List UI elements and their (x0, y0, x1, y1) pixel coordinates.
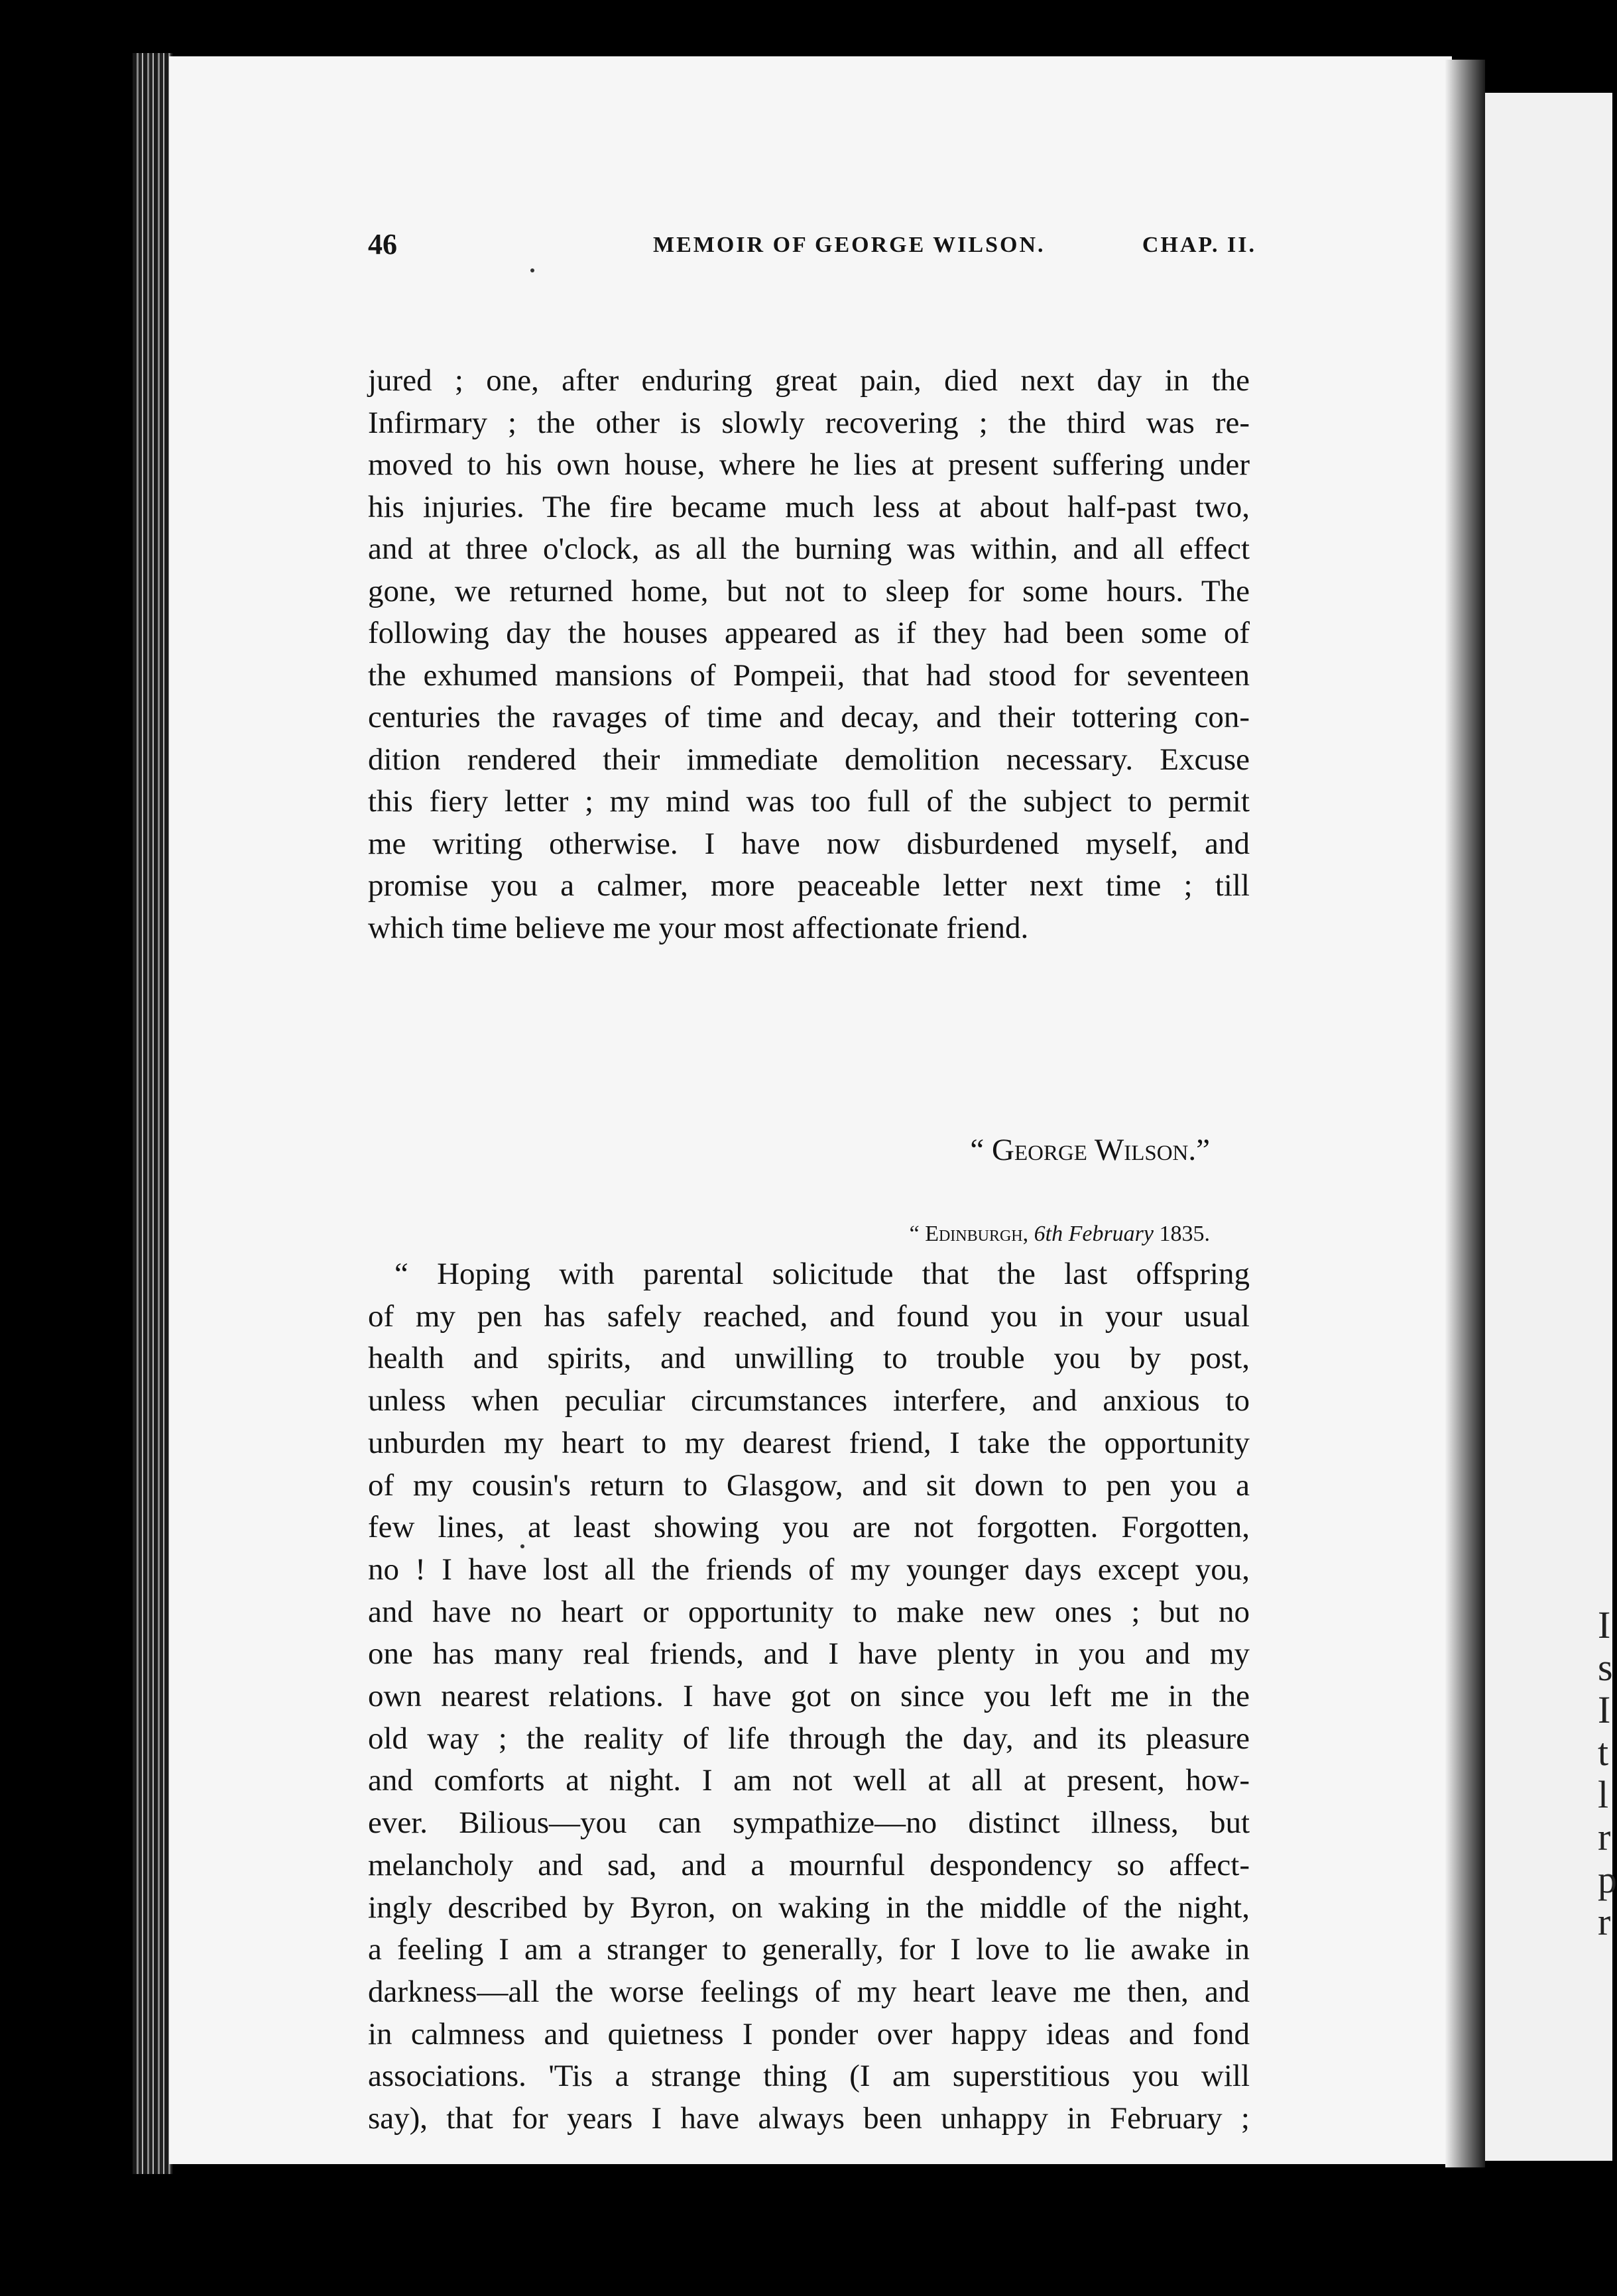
text-line: one has many real friends, and I have plenty in you and my (368, 1636, 1250, 1672)
text-line: dition rendered their immediate demolition necessary. Excuse (368, 742, 1250, 777)
book-gutter-shadow (1445, 60, 1485, 2167)
dateline-place: “ Edinburgh, (909, 1222, 1029, 1246)
text-line: promise you a calmer, more peaceable letter next time ; till (368, 868, 1250, 903)
text-line: unless when peculiar circumstances interfere, and anxious to (368, 1383, 1250, 1418)
dateline-date: 6th February (1034, 1222, 1154, 1246)
running-head (368, 227, 1256, 267)
facing-page-letter: p (1598, 1858, 1617, 1901)
text-line: melancholy and sad, and a mournful despondency so affect- (368, 1847, 1250, 1882)
text-line: of my pen has safely reached, and found you in your usual (368, 1298, 1250, 1334)
text-line: health and spirits, and unwilling to trouble you by post, (368, 1341, 1250, 1376)
facing-page-letters (1598, 1603, 1617, 1943)
text-line: ever. Bilious—you can sympathize—no distinct illness, but (368, 1806, 1250, 1841)
text-line: and have no heart or opportunity to make new ones ; but no (368, 1594, 1250, 1629)
text-line: ingly described by Byron, on waking in the middle of the night, (368, 1890, 1250, 1925)
ink-speck (530, 268, 534, 272)
letter-signature: “ George Wilson.” (970, 1133, 1210, 1167)
text-line: a feeling I am a stranger to generally, for I love to lie awake in (368, 1932, 1250, 1967)
chapter-mark: CHAP. II. (1142, 233, 1256, 257)
text-line: gone, we returned home, but not to sleep for some hours. The (368, 573, 1250, 608)
text-line: own nearest relations. I have got on since you left me in the (368, 1679, 1250, 1714)
ink-speck (520, 1544, 524, 1548)
text-line: unburden my heart to my dearest friend, I take the opportunity (368, 1425, 1250, 1460)
text-line: of my cousin's return to Glasgow, and sit down to pen you a (368, 1467, 1250, 1503)
dateline-year: 1835. (1159, 1222, 1210, 1246)
text-line: the exhumed mansions of Pompeii, that had stood for seventeen (368, 658, 1250, 693)
text-line: “ Hoping with parental solicitude that the last offspring (394, 1257, 1250, 1291)
text-line: moved to his own house, where he lies at present suffering under (368, 447, 1250, 482)
text-line: few lines, at least showing you are not forgotten. Forgotten, (368, 1510, 1250, 1545)
facing-page-letter: I (1598, 1603, 1611, 1646)
facing-page-letter: r (1598, 1900, 1611, 1943)
text-line: darkness—all the worse feelings of my heart leave me then, and (368, 1974, 1250, 2009)
letter-one-body (368, 360, 1250, 949)
facing-page-letter: t (1598, 1731, 1609, 1774)
facing-page-letter: l (1598, 1773, 1609, 1816)
text-line: Infirmary ; the other is slowly recovering ; the third was re- (368, 405, 1250, 440)
text-line: me writing otherwise. I have now disburdened myself, and (368, 826, 1250, 861)
facing-page-letter: r (1598, 1815, 1611, 1859)
letter-two-body (368, 1253, 1250, 2140)
text-line: and at three o'clock, as all the burning was within, and all effect (368, 532, 1250, 566)
text-line: his injuries. The fire became much less at about half-past two, (368, 489, 1250, 524)
text-line: jured ; one, after enduring great pain, died next day in the (368, 363, 1250, 398)
text-line: no ! I have lost all the friends of my younger days except you, (368, 1552, 1250, 1587)
text-line: in calmness and quietness I ponder over happy ideas and fond (368, 2016, 1250, 2051)
text-line: following day the houses appeared as if they had been some of (368, 616, 1250, 650)
text-line: associations. 'Tis a strange thing (I am superstitious you will (368, 2059, 1250, 2094)
facing-page-letter: s (1598, 1646, 1613, 1689)
text-line: this fiery letter ; my mind was too full of the subject to permit (368, 784, 1250, 819)
text-line: old way ; the reality of life through the day, and its pleasure (368, 1721, 1250, 1756)
book-edge-left (133, 53, 172, 2174)
facing-page-edge (1485, 93, 1617, 2161)
text-line: and comforts at night. I am not well at all at present, how- (368, 1763, 1250, 1798)
text-line: which time believe me your most affectionate friend. (368, 910, 1029, 945)
text-line: say), that for years I have always been unhappy in February ; (368, 2101, 1250, 2136)
page-number: 46 (368, 228, 397, 260)
running-title: MEMOIR OF GEORGE WILSON. (653, 233, 1046, 257)
book-page (169, 56, 1452, 2164)
text-line: centuries the ravages of time and decay, and their tottering con- (368, 700, 1250, 734)
letter-dateline (910, 1222, 1210, 1247)
facing-page-letter: I (1598, 1688, 1611, 1731)
